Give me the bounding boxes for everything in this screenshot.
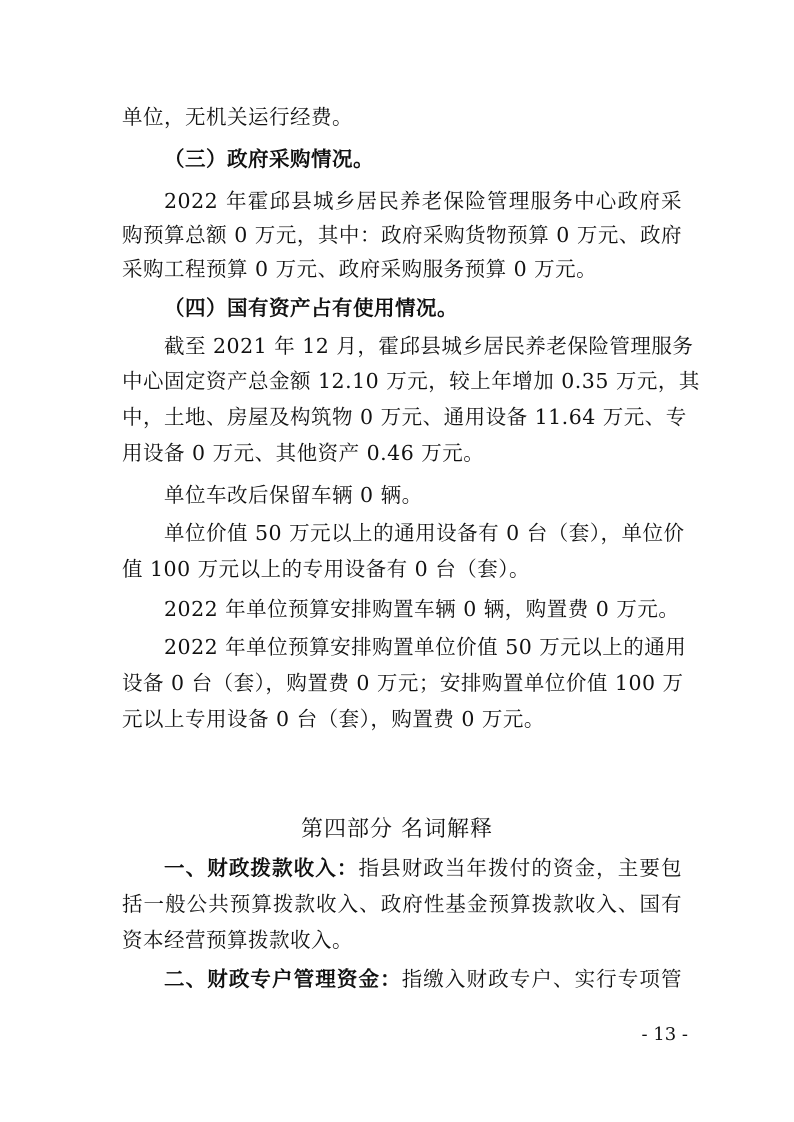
paragraph-line: 单位车改后保留车辆 0 辆。 <box>164 483 423 507</box>
section-heading-government-procurement: （三）政府采购情况。 <box>164 147 374 171</box>
glossary-definition: 指县财政当年拨付的资金，主要包 <box>358 856 683 880</box>
glossary-item-line <box>164 966 682 992</box>
paragraph-line: 购预算总额 0 万元，其中：政府采购货物预算 0 万元、政府 <box>122 223 682 247</box>
paragraph-line: 2022 年霍邱县城乡居民养老保险管理服务中心政府采 <box>164 189 682 213</box>
paragraph-line: 中心固定资产总金额 12.10 万元，较上年增加 0.35 万元，其 <box>122 369 700 393</box>
paragraph-line: 资本经营预算拨款收入。 <box>122 928 353 952</box>
paragraph-line: 设备 0 台（套），购置费 0 万元；安排购置单位价值 100 万 <box>122 671 684 695</box>
paragraph-line: 采购工程预算 0 万元、政府采购服务预算 0 万元。 <box>122 257 598 281</box>
paragraph-line: 元以上专用设备 0 台（套），购置费 0 万元。 <box>122 707 545 731</box>
paragraph-line: 中，土地、房屋及构筑物 0 万元、通用设备 11.64 万元、专 <box>122 405 687 429</box>
paragraph-line: 用设备 0 万元、其他资产 0.46 万元。 <box>122 441 485 465</box>
glossary-definition: 指缴入财政专户、实行专项管 <box>401 967 683 991</box>
paragraph-line: 括一般公共预算拨款收入、政府性基金预算拨款收入、国有 <box>122 892 682 916</box>
paragraph-line: 截至 2021 年 12 月，霍邱县城乡居民养老保险管理服务 <box>164 334 694 358</box>
section-heading-state-assets: （四）国有资产占有使用情况。 <box>164 296 458 320</box>
paragraph-line: 单位价值 50 万元以上的通用设备有 0 台（套），单位价 <box>164 521 685 545</box>
glossary-item-line <box>164 855 682 881</box>
paragraph-line: 2022 年单位预算安排购置单位价值 50 万元以上的通用 <box>164 635 687 659</box>
paragraph-line: 值 100 万元以上的专用设备有 0 台（套）。 <box>122 557 530 581</box>
part-four-title: 第四部分 名词解释 <box>301 817 493 842</box>
page-number: - 13 - <box>641 1024 688 1045</box>
paragraph-line: 单位，无机关运行经费。 <box>122 105 353 129</box>
glossary-term-special-account-funds: 二、财政专户管理资金： <box>164 967 402 991</box>
glossary-term-fiscal-appropriation: 一、财政拨款收入： <box>164 856 359 880</box>
paragraph-line: 2022 年单位预算安排购置车辆 0 辆，购置费 0 万元。 <box>164 597 680 621</box>
